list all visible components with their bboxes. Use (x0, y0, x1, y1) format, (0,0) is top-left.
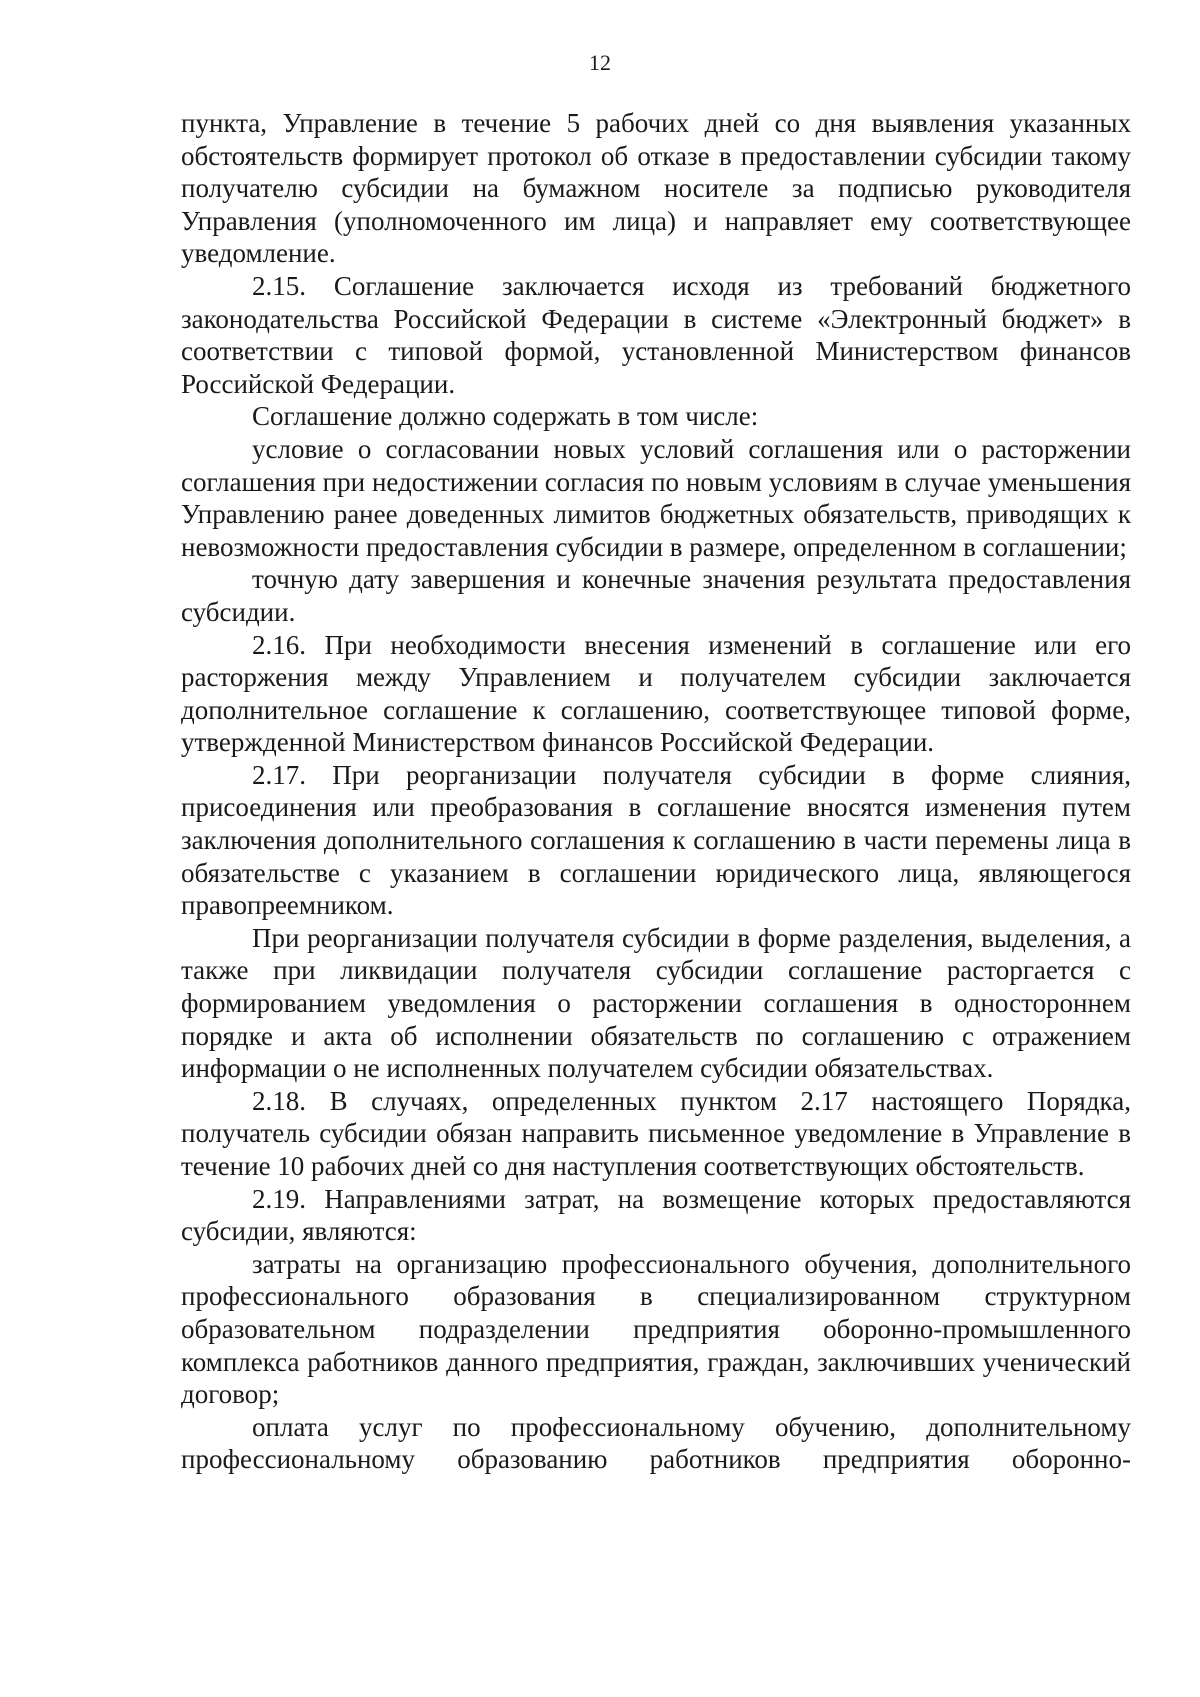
document-body (181, 107, 1131, 1476)
paragraph: При реорганизации получателя субсидии в форме разделения, выделения, а также при ликвидации получателя субсидии соглашение расторгается с формированием уведомления о расторжении соглашения в одностороннем порядке и акта об исполнении обязательств по соглашению с отражением информации о не исполненных получателем субсидии обязательствах. (181, 922, 1131, 1084)
paragraph: 2.19. Направлениями затрат, на возмещение которых предоставляются субсидии, являются: (181, 1183, 1131, 1247)
paragraph: 2.15. Соглашение заключается исходя из требований бюджетного законодательства Российской Федерации в системе «Электронный бюджет» в соответствии с типовой формой, установленной Министерством финансов Российской Федерации. (181, 270, 1131, 399)
paragraph: условие о согласовании новых условий соглашения или о расторжении соглашения при недостижении согласия по новым условиям в случае уменьшения Управлению ранее доведенных лимитов бюджетных обязательств, приводящих к невозможности предоставления субсидии в размере, определенном в соглашении; (181, 433, 1131, 562)
paragraph: пункта, Управление в течение 5 рабочих дней со дня выявления указанных обстоятельств формирует протокол об отказе в предоставлении субсидии такому получателю субсидии на бумажном носителе за подписью руководителя Управления (уполномоченного им лица) и направляет ему соответствующее уведомление. (181, 108, 1131, 269)
paragraph: оплата услуг по профессиональному обучению, дополнительному профессиональному образованию работников предприятия оборонно- (181, 1411, 1131, 1475)
paragraph: затраты на организацию профессионального обучения, дополнительного профессионального образования в специализированном структурном образовательном подразделении предприятия оборонно-промышленного комплекса работников данного предприятия, граждан, заключивших ученический договор; (181, 1248, 1131, 1410)
paragraph: 2.16. При необходимости внесения изменений в соглашение или его расторжения между Управлением и получателем субсидии заключается дополнительное соглашение к соглашению, соответствующее типовой форме, утвержденной Министерством финансов Российской Федерации. (181, 629, 1131, 758)
paragraph: 2.17. При реорганизации получателя субсидии в форме слияния, присоединения или преобразования в соглашение вносятся изменения путем заключения дополнительного соглашения к соглашению в части перемены лица в обязательстве с указанием в соглашении юридического лица, являющегося правопреемником. (181, 759, 1131, 921)
paragraph: Соглашение должно содержать в том числе: (252, 401, 759, 432)
paragraph: точную дату завершения и конечные значения результата предоставления субсидии. (181, 564, 1131, 627)
page-number: 12 (589, 50, 611, 75)
paragraph: 2.18. В случаях, определенных пунктом 2.17 настоящего Порядка, получатель субсидии обязан направить письменное уведомление в Управление в течение 10 рабочих дней со дня наступления соответствующих обстоятельств. (181, 1085, 1131, 1181)
